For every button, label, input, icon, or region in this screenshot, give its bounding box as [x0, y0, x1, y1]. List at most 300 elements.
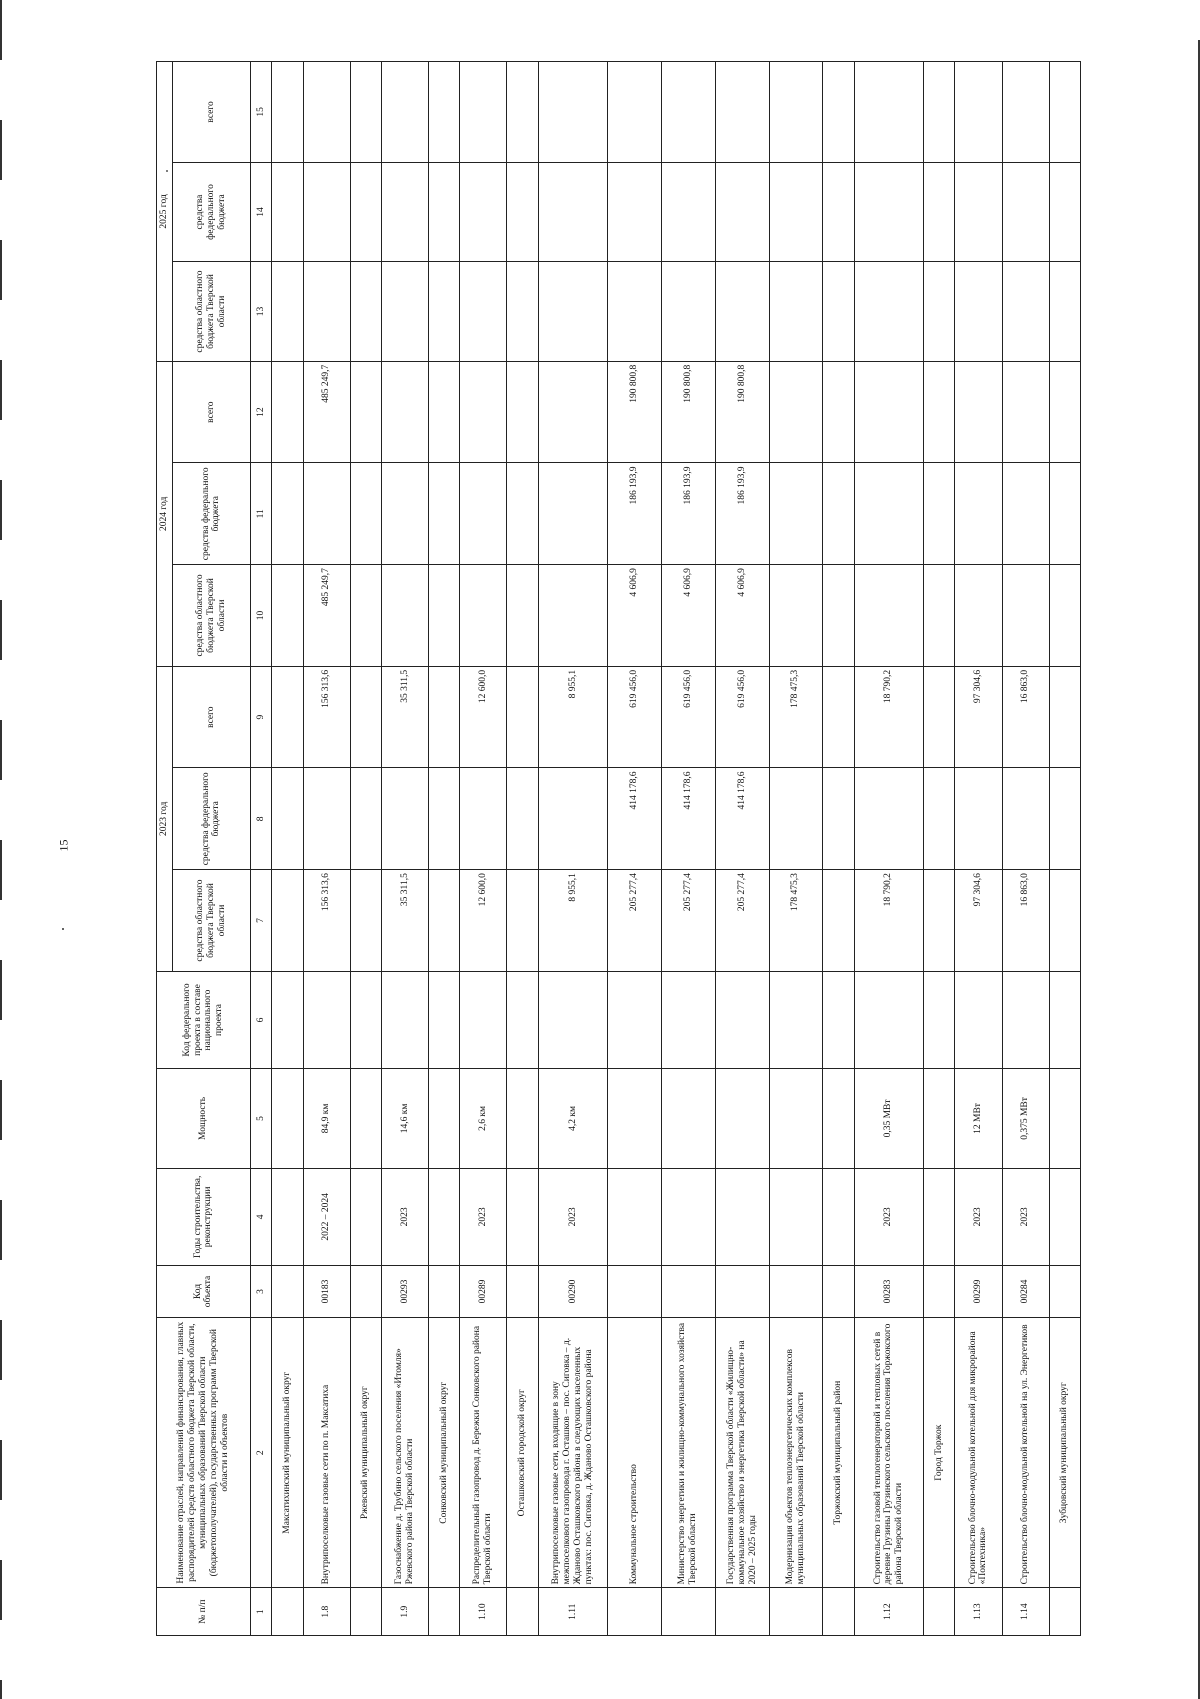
amount-cell [538, 361, 607, 463]
section-name: Зубцовский муниципальный округ [1049, 1317, 1080, 1587]
row-number-cell [769, 1588, 823, 1636]
group-name: Модернизация объектов теплоэнергетических комплексов муниципальных образований Тверской области [769, 1317, 823, 1587]
group-row [769, 62, 823, 1636]
amount-cell: 8 955,1 [538, 666, 607, 768]
empty-cell [350, 565, 381, 667]
empty-cell [1049, 666, 1080, 768]
empty-cell [1049, 870, 1080, 972]
amount-cell [854, 162, 923, 262]
scan-edge-left [0, 0, 2, 1699]
empty-cell [715, 971, 769, 1068]
row-number-cell: 1.12 [854, 1588, 923, 1636]
empty-cell [507, 463, 538, 565]
object-name: Газоснабжение д. Трубино сельского поселения «Итомля» Ржевского района Тверской области [381, 1317, 428, 1587]
object-code-cell: 00283 [854, 1266, 923, 1318]
column-number-cell: 10 [250, 565, 271, 667]
amount-cell [769, 361, 823, 463]
amount-cell [303, 262, 350, 362]
empty-cell [272, 1069, 303, 1169]
section-row [272, 62, 303, 1636]
table-row [460, 62, 507, 1636]
empty-cell [272, 768, 303, 870]
empty-cell [1049, 565, 1080, 667]
amount-cell [460, 162, 507, 262]
row-number-cell [429, 1588, 460, 1636]
group-name: Коммунальное строительство [608, 1317, 662, 1587]
empty-cell [823, 768, 854, 870]
header-regional-funds: средства областного бюджета Тверской области [172, 565, 250, 667]
section-name: Сонковский муниципальный округ [429, 1317, 460, 1587]
amount-cell: 205 277,4 [715, 870, 769, 972]
empty-cell [507, 971, 538, 1068]
header-federal-funds: средства федерального бюджета [172, 463, 250, 565]
amount-cell [538, 768, 607, 870]
amount-cell [538, 62, 607, 163]
amount-cell [1002, 62, 1049, 163]
section-name: Город Торжок [924, 1317, 955, 1587]
empty-cell [272, 62, 303, 163]
object-name: Строительство газовой теплогенераторной и тепловых сетей в деревне Грузины Грузинского сельского поселения Торжокского района Тверской области [854, 1317, 923, 1587]
header-total: всего [172, 361, 250, 463]
amount-cell [608, 62, 662, 163]
amount-cell: 190 800,8 [662, 361, 716, 463]
page-number: 15 [56, 839, 71, 852]
amount-cell: 4 606,9 [715, 565, 769, 667]
header-regional-funds: средства областного бюджета Тверской области [172, 870, 250, 972]
amount-cell: 97 304,6 [955, 870, 1002, 972]
amount-cell [1002, 768, 1049, 870]
amount-cell [955, 768, 1002, 870]
capacity-cell: 0,35 МВт [854, 1069, 923, 1169]
amount-cell [854, 565, 923, 667]
amount-cell [769, 162, 823, 262]
amount-cell [460, 62, 507, 163]
amount-cell: 16 863,0 [1002, 666, 1049, 768]
empty-cell [507, 1069, 538, 1169]
amount-cell [854, 768, 923, 870]
empty-cell [429, 463, 460, 565]
amount-cell [955, 162, 1002, 262]
fed-project-code-cell [538, 971, 607, 1068]
empty-cell [823, 1069, 854, 1169]
empty-cell [429, 1069, 460, 1169]
empty-cell [272, 666, 303, 768]
empty-cell [608, 971, 662, 1068]
amount-cell [460, 463, 507, 565]
empty-cell [429, 361, 460, 463]
empty-cell [662, 1266, 716, 1318]
empty-cell [769, 971, 823, 1068]
row-number-cell: 1.11 [538, 1588, 607, 1636]
amount-cell [381, 565, 428, 667]
empty-cell [1049, 463, 1080, 565]
empty-cell [924, 1168, 955, 1265]
amount-cell [460, 262, 507, 362]
amount-cell [538, 262, 607, 362]
amount-cell: 178 475,3 [769, 870, 823, 972]
section-name: Осташковский городской округ [507, 1317, 538, 1587]
empty-cell [823, 361, 854, 463]
empty-cell [1049, 162, 1080, 262]
amount-cell [381, 262, 428, 362]
amount-cell: 12 600,0 [460, 666, 507, 768]
amount-cell [303, 62, 350, 163]
amount-cell [538, 162, 607, 262]
amount-cell [538, 463, 607, 565]
empty-cell [608, 1266, 662, 1318]
section-name: Максатихинский муниципальный округ [272, 1317, 303, 1587]
empty-cell [924, 162, 955, 262]
amount-cell: 190 800,8 [715, 361, 769, 463]
amount-cell: 186 193,9 [715, 463, 769, 565]
amount-cell [955, 565, 1002, 667]
amount-cell [715, 62, 769, 163]
table-row [854, 62, 923, 1636]
column-number-cell: 8 [250, 768, 271, 870]
rotated-table-container [156, 61, 1081, 1636]
column-number-cell: 5 [250, 1069, 271, 1169]
empty-cell [350, 768, 381, 870]
table-row [1002, 62, 1049, 1636]
fed-project-code-cell [303, 971, 350, 1068]
row-number-cell [507, 1588, 538, 1636]
amount-cell [381, 361, 428, 463]
column-number-cell: 4 [250, 1168, 271, 1265]
years-cell: 2023 [460, 1168, 507, 1265]
empty-cell [924, 870, 955, 972]
empty-cell [608, 1168, 662, 1265]
empty-cell [350, 463, 381, 565]
empty-cell [429, 162, 460, 262]
object-name: Строительство блочно-модульной котельной на ул. Энергетиков [1002, 1317, 1049, 1587]
empty-cell [823, 62, 854, 163]
header-capacity: Мощность [157, 1069, 251, 1169]
empty-cell [924, 768, 955, 870]
header-total: всего [172, 666, 250, 768]
amount-cell: 485 249,7 [303, 565, 350, 667]
empty-cell [924, 971, 955, 1068]
capacity-cell: 12 МВт [955, 1069, 1002, 1169]
empty-cell [429, 870, 460, 972]
amount-cell: 8 955,1 [538, 870, 607, 972]
section-row [924, 62, 955, 1636]
row-number-cell: 1.9 [381, 1588, 428, 1636]
amount-cell [854, 463, 923, 565]
header-total: всего [172, 62, 250, 163]
group-row [662, 62, 716, 1636]
object-name: Распределительный газопровод д. Бережки Сонковского района Тверской области [460, 1317, 507, 1587]
column-number-cell: 1 [250, 1588, 271, 1636]
empty-cell [272, 262, 303, 362]
empty-cell [715, 1266, 769, 1318]
fed-project-code-cell [955, 971, 1002, 1068]
empty-cell [1049, 768, 1080, 870]
section-row [823, 62, 854, 1636]
object-code-cell: 00290 [538, 1266, 607, 1318]
amount-cell: 4 606,9 [662, 565, 716, 667]
object-code-cell: 00183 [303, 1266, 350, 1318]
years-cell: 2023 [1002, 1168, 1049, 1265]
amount-cell: 205 277,4 [662, 870, 716, 972]
capacity-cell: 4,2 км [538, 1069, 607, 1169]
empty-cell [769, 1069, 823, 1169]
empty-cell [429, 1168, 460, 1265]
empty-cell [350, 1168, 381, 1265]
amount-cell [854, 262, 923, 362]
group-row [608, 62, 662, 1636]
empty-cell [1049, 62, 1080, 163]
empty-cell [823, 1168, 854, 1265]
amount-cell [381, 62, 428, 163]
amount-cell [538, 565, 607, 667]
amount-cell [1002, 162, 1049, 262]
capacity-cell: 84,9 км [303, 1069, 350, 1169]
empty-cell [429, 1266, 460, 1318]
years-cell: 2023 [381, 1168, 428, 1265]
column-numbers-row [250, 62, 271, 1636]
amount-cell [769, 565, 823, 667]
empty-cell [924, 262, 955, 362]
header-regional-funds: средства областного бюджета Тверской области [172, 262, 250, 362]
group-name: Государственная программа Тверской области «Жилищно-коммунальное хозяйство и энергетика Тверской области» на 2020 – 2025 годы [715, 1317, 769, 1587]
column-number-cell: 3 [250, 1266, 271, 1318]
amount-cell [460, 361, 507, 463]
amount-cell [662, 162, 716, 262]
amount-cell: 619 456,0 [608, 666, 662, 768]
header-year-2024: 2024 год [157, 361, 173, 666]
row-number-cell [1049, 1588, 1080, 1636]
empty-cell [507, 1168, 538, 1265]
empty-cell [1049, 1069, 1080, 1169]
empty-cell [507, 361, 538, 463]
empty-cell [924, 361, 955, 463]
amount-cell [303, 768, 350, 870]
amount-cell [769, 262, 823, 362]
amount-cell: 18 790,2 [854, 666, 923, 768]
empty-cell [507, 666, 538, 768]
column-number-cell: 9 [250, 666, 271, 768]
empty-cell [608, 1069, 662, 1169]
years-cell: 2023 [854, 1168, 923, 1265]
column-number-cell: 14 [250, 162, 271, 262]
empty-cell [924, 666, 955, 768]
fed-project-code-cell [1002, 971, 1049, 1068]
amount-cell: 485 249,7 [303, 361, 350, 463]
empty-cell [272, 361, 303, 463]
empty-cell [507, 162, 538, 262]
empty-cell [823, 565, 854, 667]
capacity-cell: 14,6 км [381, 1069, 428, 1169]
amount-cell [715, 262, 769, 362]
empty-cell [924, 62, 955, 163]
amount-cell: 97 304,6 [955, 666, 1002, 768]
empty-cell [429, 768, 460, 870]
empty-cell [715, 1069, 769, 1169]
object-code-cell: 00293 [381, 1266, 428, 1318]
object-code-cell: 00289 [460, 1266, 507, 1318]
empty-cell [350, 361, 381, 463]
table-row [955, 62, 1002, 1636]
empty-cell [1049, 1168, 1080, 1265]
group-row [715, 62, 769, 1636]
empty-cell [769, 1168, 823, 1265]
empty-cell [823, 262, 854, 362]
empty-cell [507, 262, 538, 362]
row-number-cell [608, 1588, 662, 1636]
empty-cell [507, 870, 538, 972]
empty-cell [823, 162, 854, 262]
section-name: Ржевский муниципальный округ [350, 1317, 381, 1587]
years-cell: 2023 [538, 1168, 607, 1265]
amount-cell: 414 178,6 [715, 768, 769, 870]
object-name: Внутрипоселковые газовые сети по п. Максатиха [303, 1317, 350, 1587]
fed-project-code-cell [854, 971, 923, 1068]
row-number-cell [350, 1588, 381, 1636]
empty-cell [924, 1069, 955, 1169]
row-number-cell [924, 1588, 955, 1636]
empty-cell [1049, 361, 1080, 463]
empty-cell [272, 1168, 303, 1265]
header-federal-funds: средства федерального бюджета [172, 768, 250, 870]
amount-cell [381, 463, 428, 565]
header-row-1 [157, 62, 173, 1636]
header-years: Годы строительства, реконструкции [157, 1168, 251, 1265]
amount-cell: 178 475,3 [769, 666, 823, 768]
empty-cell [272, 971, 303, 1068]
empty-cell [350, 62, 381, 163]
amount-cell [955, 463, 1002, 565]
empty-cell [662, 971, 716, 1068]
years-cell: 2022 – 2024 [303, 1168, 350, 1265]
object-name: Строительство блочно-модульной котельной для микрорайона «Поктехника» [955, 1317, 1002, 1587]
empty-cell [823, 463, 854, 565]
empty-cell [507, 1266, 538, 1318]
row-number-cell [662, 1588, 716, 1636]
amount-cell: 190 800,8 [608, 361, 662, 463]
row-number-cell [715, 1588, 769, 1636]
empty-cell [350, 666, 381, 768]
column-number-cell: 11 [250, 463, 271, 565]
header-year-2025: 2025 год [157, 62, 173, 362]
amount-cell [955, 62, 1002, 163]
amount-cell [460, 565, 507, 667]
table-body [250, 62, 1080, 1636]
amount-cell: 156 313,6 [303, 870, 350, 972]
column-number-cell: 6 [250, 971, 271, 1068]
empty-cell [507, 768, 538, 870]
empty-cell [429, 262, 460, 362]
empty-cell [1049, 1266, 1080, 1318]
column-number-cell: 13 [250, 262, 271, 362]
header-no: № п/п [157, 1588, 251, 1636]
amount-cell [303, 463, 350, 565]
empty-cell [350, 162, 381, 262]
empty-cell [924, 1266, 955, 1318]
empty-cell [823, 666, 854, 768]
amount-cell [662, 62, 716, 163]
row-number-cell: 1.14 [1002, 1588, 1049, 1636]
table-row [303, 62, 350, 1636]
amount-cell [1002, 565, 1049, 667]
table-row [381, 62, 428, 1636]
empty-cell [350, 1069, 381, 1169]
empty-cell [507, 565, 538, 667]
amount-cell: 156 313,6 [303, 666, 350, 768]
empty-cell [1049, 262, 1080, 362]
section-row [429, 62, 460, 1636]
amount-cell [769, 768, 823, 870]
amount-cell [769, 62, 823, 163]
header-fed-project-code: Код федерального проекта в составе национального проекта [157, 971, 251, 1068]
empty-cell [715, 1168, 769, 1265]
column-number-cell: 12 [250, 361, 271, 463]
amount-cell [769, 463, 823, 565]
amount-cell: 35 311,5 [381, 666, 428, 768]
object-code-cell: 00284 [1002, 1266, 1049, 1318]
header-year-2023: 2023 год [157, 666, 173, 971]
empty-cell [272, 870, 303, 972]
amount-cell [662, 262, 716, 362]
section-row [350, 62, 381, 1636]
row-number-cell [823, 1588, 854, 1636]
empty-cell [350, 870, 381, 972]
empty-cell [823, 870, 854, 972]
empty-cell [662, 1168, 716, 1265]
object-code-cell: 00299 [955, 1266, 1002, 1318]
amount-cell [381, 162, 428, 262]
amount-cell [460, 768, 507, 870]
row-number-cell: 1.8 [303, 1588, 350, 1636]
table-row [538, 62, 607, 1636]
header-federal-funds: средства федерального бюджета [172, 162, 250, 262]
empty-cell [272, 162, 303, 262]
group-name: Министерство энергетики и жилищно-коммунального хозяйства Тверской области [662, 1317, 716, 1587]
scan-dot [62, 928, 64, 930]
amount-cell [955, 262, 1002, 362]
amount-cell: 35 311,5 [381, 870, 428, 972]
empty-cell [272, 1266, 303, 1318]
amount-cell: 619 456,0 [662, 666, 716, 768]
amount-cell [1002, 463, 1049, 565]
empty-cell [1049, 971, 1080, 1068]
amount-cell [381, 768, 428, 870]
empty-cell [272, 565, 303, 667]
section-name: Торжокский муниципальный район [823, 1317, 854, 1587]
amount-cell [608, 262, 662, 362]
section-row [507, 62, 538, 1636]
column-number-cell: 15 [250, 62, 271, 163]
investment-table [156, 61, 1081, 1636]
amount-cell [854, 361, 923, 463]
amount-cell: 18 790,2 [854, 870, 923, 972]
empty-cell [769, 1266, 823, 1318]
empty-cell [429, 971, 460, 1068]
capacity-cell: 2,6 км [460, 1069, 507, 1169]
empty-cell [429, 565, 460, 667]
empty-cell [350, 262, 381, 362]
years-cell: 2023 [955, 1168, 1002, 1265]
amount-cell [1002, 361, 1049, 463]
amount-cell: 186 193,9 [662, 463, 716, 565]
empty-cell [272, 463, 303, 565]
empty-cell [823, 1266, 854, 1318]
header-name: Наименование отраслей, направлений финансирования, главных распорядителей средств областного бюджета Тверской области, муниципальных образований Тверской области (бюджетополучателей), государственных программ Тверской области и объектов [157, 1317, 251, 1587]
column-number-cell: 7 [250, 870, 271, 972]
object-name: Внутрипоселковые газовые сети, входящие в зону межпоселкового газопровода г. Осташков – пос. Сиговка – д. Жданово Осташковского района в следующих населенных пунктах: пос. Сиговка, д. Жданово Осташковского района [538, 1317, 607, 1587]
amount-cell: 619 456,0 [715, 666, 769, 768]
row-number-cell: 1.10 [460, 1588, 507, 1636]
amount-cell: 16 863,0 [1002, 870, 1049, 972]
